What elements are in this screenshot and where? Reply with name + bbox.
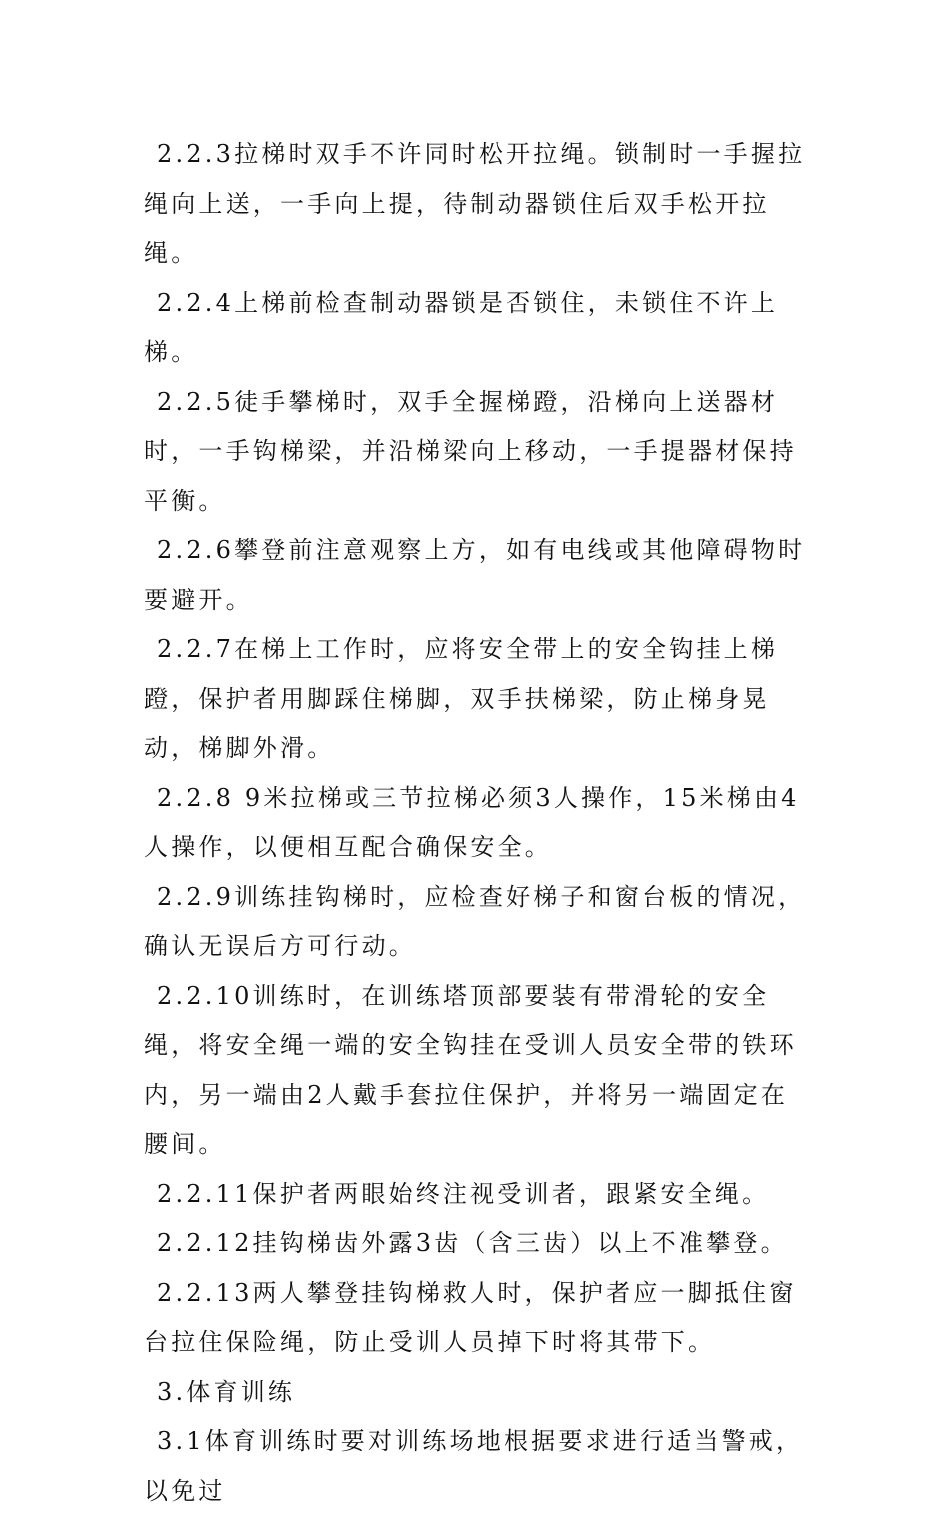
paragraph-2-2-12: 2.2.12挂钩梯齿外露3齿（含三齿）以上不准攀登。 xyxy=(157,1229,788,1257)
paragraph-2-2-5: 2.2.5徒手攀梯时，双手全握梯蹬，沿梯向上送器材时，一手钩梯梁，并沿梯梁向上移动，一手提器材保持平衡。 xyxy=(144,387,797,515)
paragraph-2-2-13: 2.2.13两人攀登挂钩梯救人时，保护者应一脚抵住窗台拉住保险绳，防止受训人员掉下时将其带下。 xyxy=(144,1278,797,1356)
paragraph-2-2-4: 2.2.4上梯前检查制动器锁是否锁住，未锁住不许上梯。 xyxy=(144,288,779,366)
paragraph-3-1: 3.1体育训练时要对训练场地根据要求进行适当警戒，以免过 xyxy=(144,1427,804,1505)
paragraph-2-2-9: 2.2.9训练挂钩梯时，应检查好梯子和窗台板的情况，确认无误后方可行动。 xyxy=(144,882,806,960)
paragraph-2-2-8: 2.2.8 9米拉梯或三节拉梯必须3人操作，15米梯由4人操作，以便相互配合确保安全。 xyxy=(144,783,800,861)
section-heading-3: 3.体育训练 xyxy=(157,1377,296,1406)
document-body xyxy=(144,130,814,1516)
paragraph-2-2-6: 2.2.6攀登前注意观察上方，如有电线或其他障碍物时要避开。 xyxy=(144,536,806,614)
paragraph-2-2-10: 2.2.10训练时，在训练塔顶部要装有带滑轮的安全绳，将安全绳一端的安全钩挂在受训人员安全带的铁环内，另一端由2人戴手套拉住保护，并将另一端固定在腰间。 xyxy=(144,981,797,1158)
paragraph-2-2-7: 2.2.7在梯上工作时，应将安全带上的安全钩挂上梯蹬，保护者用脚踩住梯脚，双手扶梯梁，防止梯身晃动，梯脚外滑。 xyxy=(144,635,779,762)
paragraph-2-2-3: 2.2.3拉梯时双手不许同时松开拉绳。锁制时一手握拉绳向上送，一手向上提，待制动器锁住后双手松开拉绳。 xyxy=(144,140,806,267)
paragraph-2-2-11: 2.2.11保护者两眼始终注视受训者，跟紧安全绳。 xyxy=(157,1179,770,1208)
